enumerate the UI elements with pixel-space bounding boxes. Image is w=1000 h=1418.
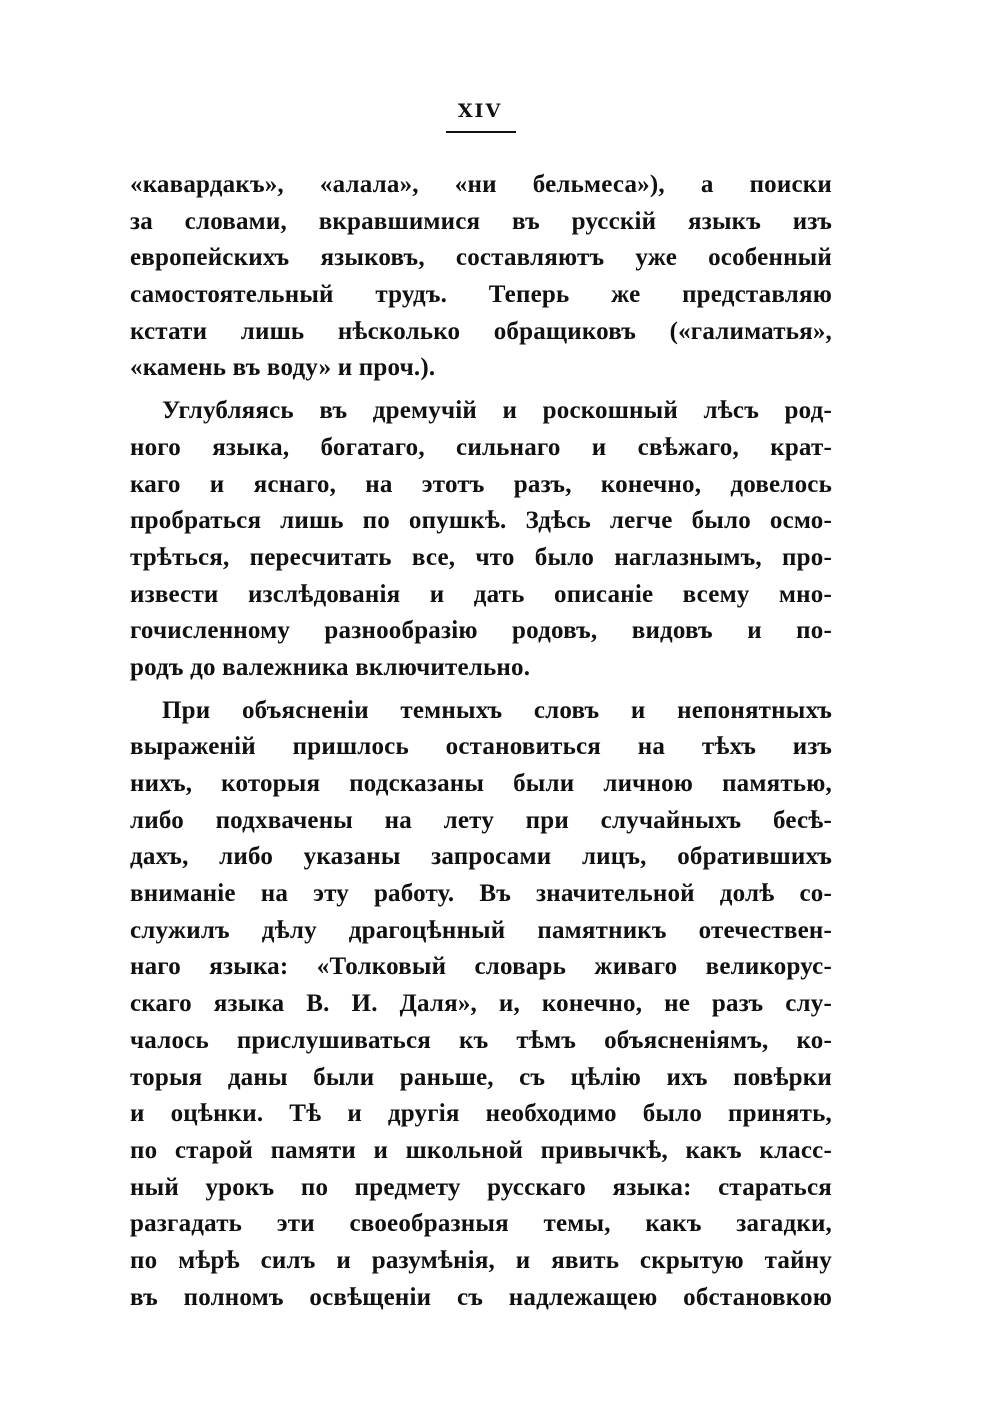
text-line: европейскихъ языковъ, составляютъ уже особенный [130, 244, 832, 272]
text-line: разгадать эти своеобразныя темы, какъ загадки, [130, 1210, 832, 1238]
text-line: чалось прислушиваться къ тѣмъ объясненіямъ, ко- [130, 1026, 832, 1054]
text-line: трѣться, пересчитать все, что было наглазнымъ, про- [130, 543, 832, 571]
text-line: въ полномъ освѣщеніи съ надлежащею обстановкою [130, 1283, 832, 1311]
text-line: наго языка: «Толковый словарь живаго великорус- [130, 953, 832, 981]
text-line: самостоятельный трудъ. Теперь же представляю [130, 281, 832, 309]
text-line: ного языка, богатаго, сильнаго и свѣжаго, крат- [130, 433, 832, 461]
text-line: каго и яснаго, на этотъ разъ, конечно, довелось [130, 470, 832, 498]
text-line: гочисленному разнообразію родовъ, видовъ и по- [130, 617, 832, 645]
paragraph-3 [130, 693, 832, 1317]
text-line: либо подхвачены на лету при случайныхъ бесѣ- [130, 806, 832, 834]
page-number-rule [446, 131, 516, 133]
text-line: извести изслѣдованія и дать описаніе всему мно- [130, 580, 832, 608]
text-line: Углубляясь въ дремучій и роскошный лѣсъ род- [162, 397, 832, 425]
text-line: скаго языка В. И. Даля», и, конечно, не разъ слу- [130, 990, 832, 1018]
paragraph-1 [130, 167, 832, 387]
text-line: и оцѣнки. Тѣ и другія необходимо было принять, [130, 1100, 832, 1128]
text-line: пробраться лишь по опушкѣ. Здѣсь легче было осмо- [130, 507, 832, 535]
paragraph-2 [130, 393, 832, 687]
text-line: «кавардакъ», «алала», «ни бельмеса»), а поиски [130, 171, 832, 198]
text-line: нихъ, которыя подсказаны были личною памятью, [130, 770, 832, 797]
text-line: по мѣрѣ силъ и разумѣнія, и явить скрытую тайну [130, 1246, 832, 1274]
page-number: XIV [457, 100, 503, 122]
text-line: служилъ дѣлу драгоцѣнный памятникъ отечествен- [130, 916, 832, 944]
text-line: родъ до валежника включительно. [130, 653, 531, 681]
text-line: вниманіе на эту работу. Въ значительной долѣ со- [130, 880, 832, 908]
text-line: торыя даны были раньше, съ цѣлію ихъ повѣрки [130, 1063, 832, 1091]
text-line: за словами, вкравшимися въ русскій языкъ изъ [130, 207, 832, 235]
text-line: дахъ, либо указаны запросами лицъ, обратившихъ [130, 843, 832, 871]
text-line: по старой памяти и школьной привычкѣ, какъ класс- [130, 1136, 832, 1164]
text-line: ный урокъ по предмету русскаго языка: стараться [130, 1173, 832, 1201]
text-line: кстати лишь нѣсколько обращиковъ («галиматья», [130, 317, 832, 345]
text-line: «камень въ воду» и проч.). [130, 354, 436, 382]
text-line: При объясненіи темныхъ словъ и непонятныхъ [162, 696, 832, 724]
body-text [130, 167, 832, 1316]
text-line: выраженій пришлось остановиться на тѣхъ изъ [130, 733, 832, 761]
